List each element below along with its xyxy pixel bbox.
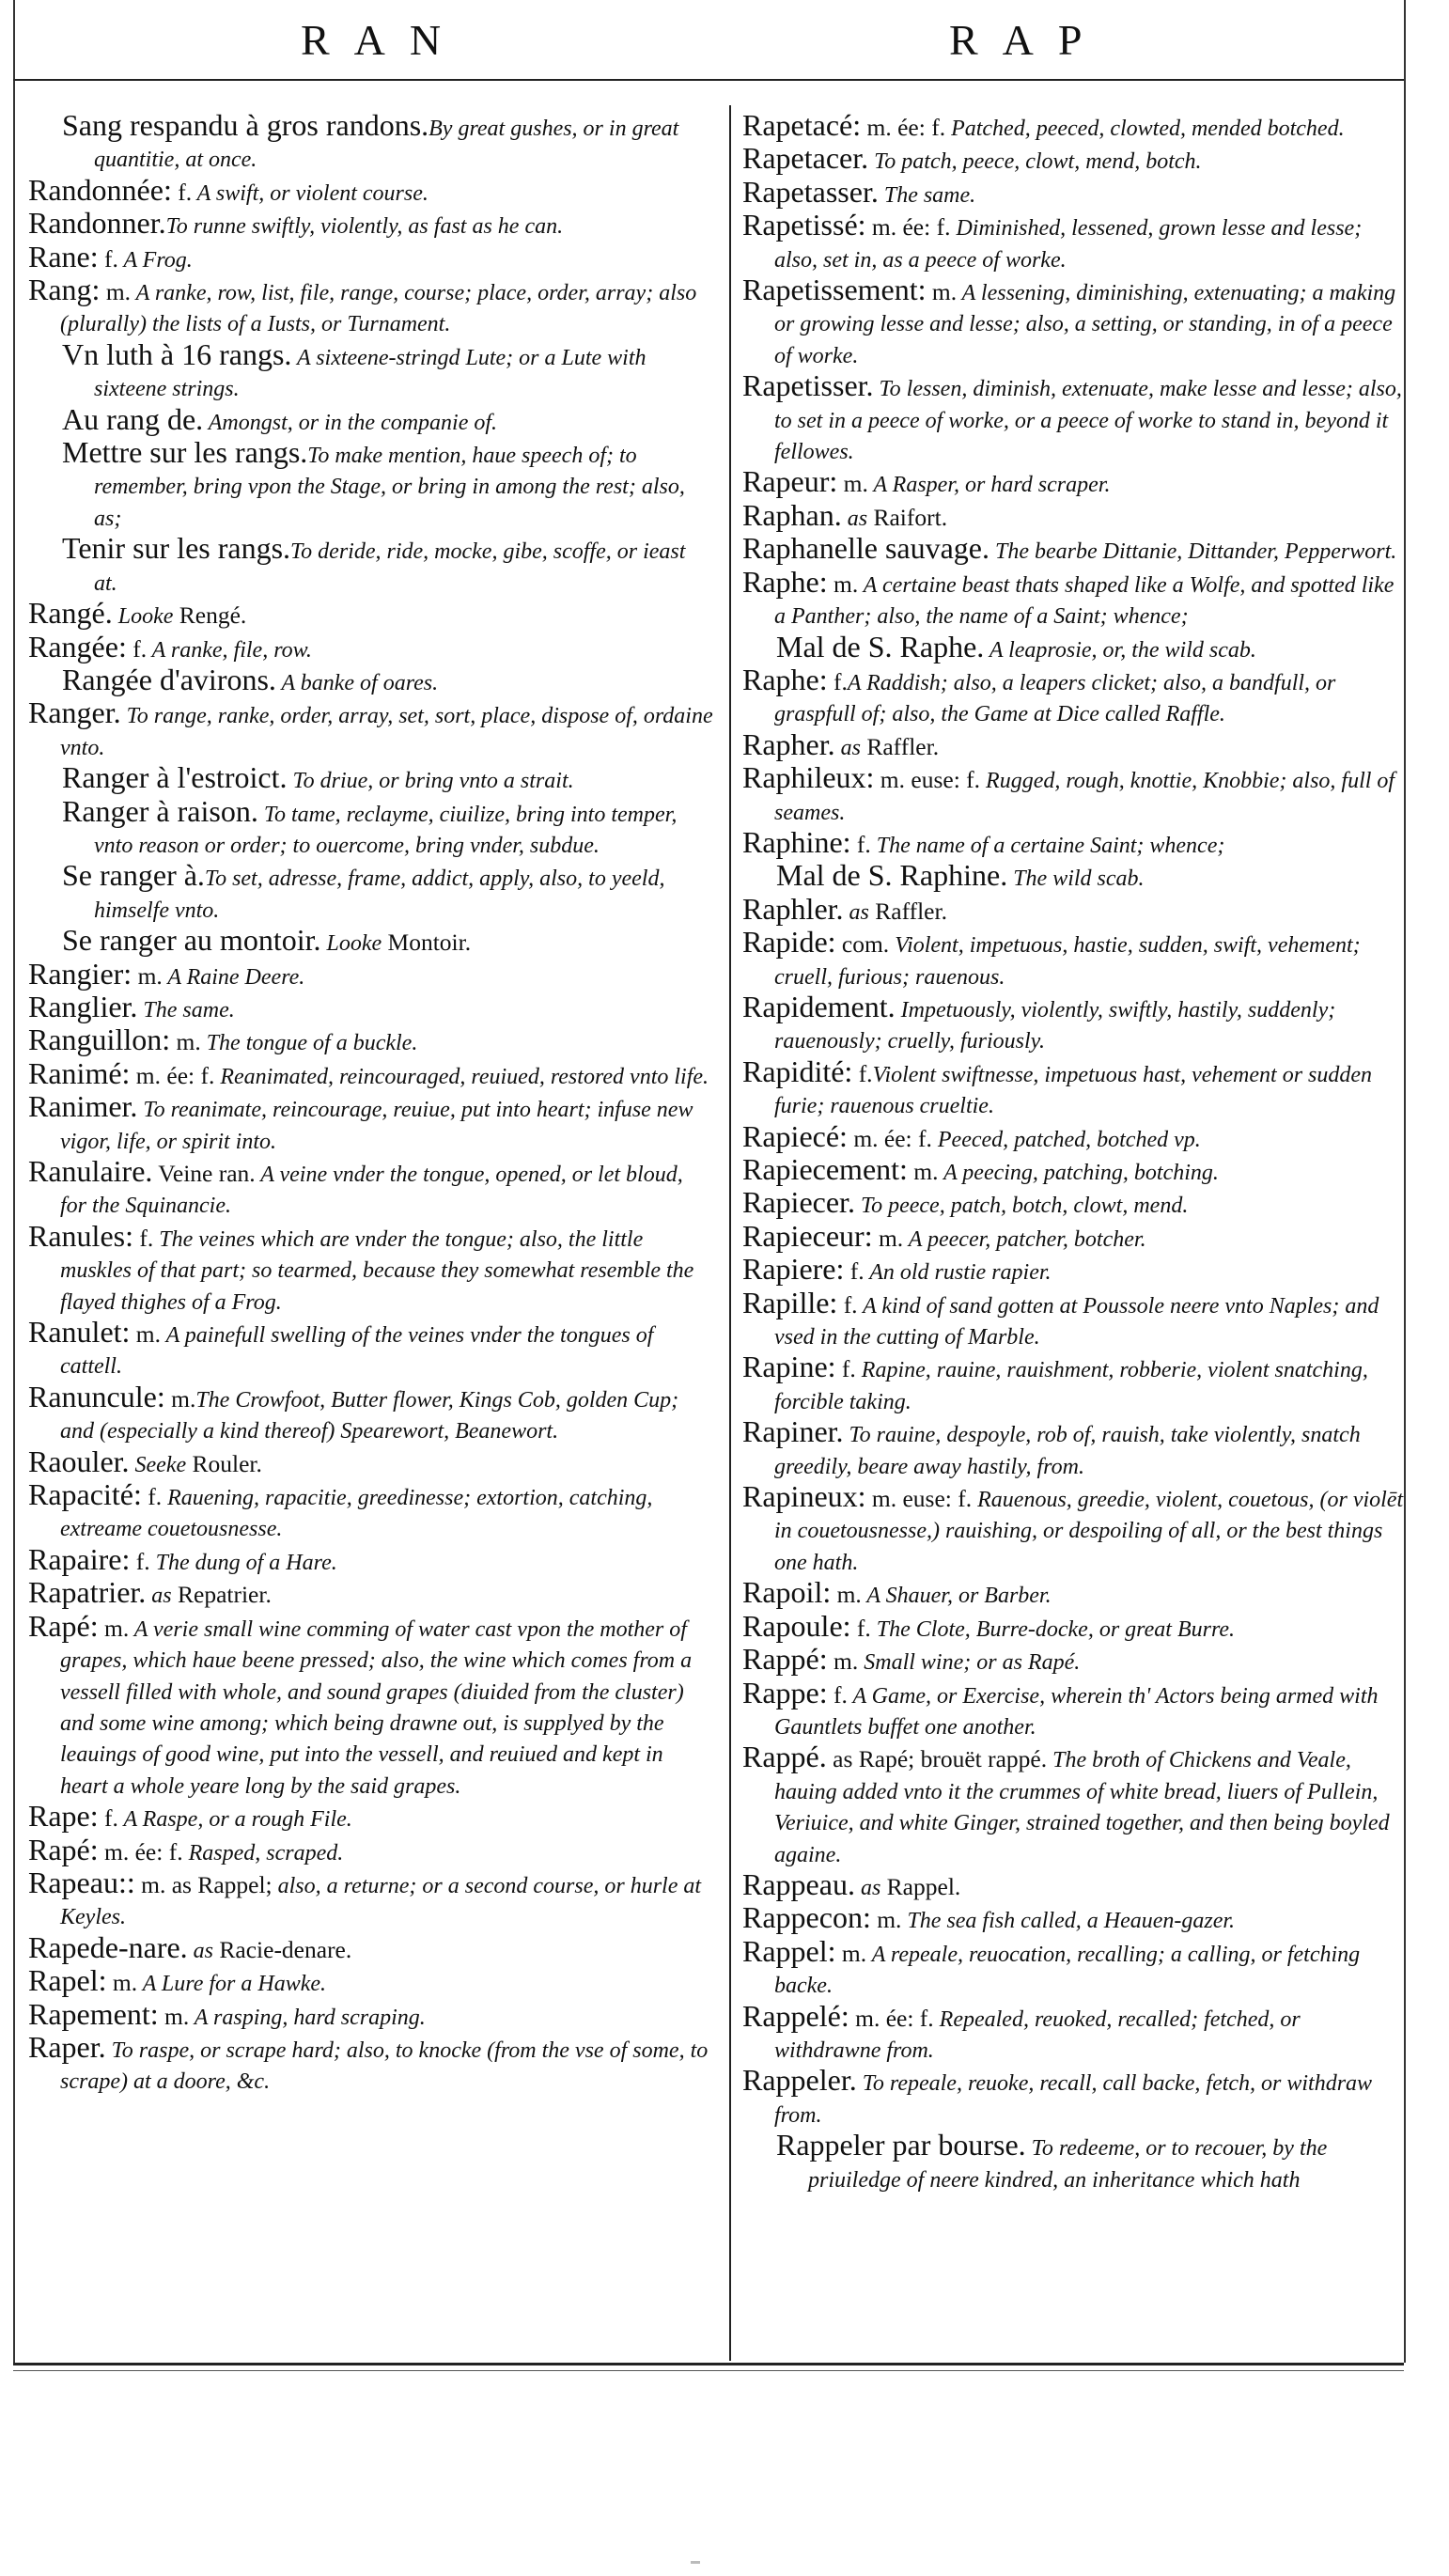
entry-definition: Rauenous, greedie, violent, couetous, (or violēt in couetousnesse,) rauishing, or despoiling of all, or the best things one hath.	[774, 1488, 1404, 1575]
entry-headword: Raphan.	[742, 497, 842, 532]
entry-grammar: f.	[835, 1355, 856, 1383]
entry-headword: Rapé:	[28, 1832, 99, 1866]
entry-definition: To repeale, reuoke, recall, call backe, fetch, or withdraw from.	[774, 2071, 1373, 2128]
dictionary-entry	[28, 1575, 714, 1611]
dictionary-entry	[28, 108, 714, 176]
entry-grammar: m. ée: f.	[130, 1061, 215, 1089]
entry-grammar: Rengé.	[173, 601, 247, 630]
dictionary-entry	[742, 858, 1406, 894]
entry-headword: Randonner.	[28, 206, 166, 241]
entry-grammar: m.	[132, 961, 163, 990]
entry-definition: Violent swiftnesse, impetuous hast, vehement or sudden furie; rauenous crueltie.	[774, 1062, 1373, 1119]
dictionary-entry	[28, 596, 714, 632]
entry-definition: Rasped, scraped.	[182, 1840, 344, 1866]
running-head-right: RAP	[949, 16, 1107, 64]
dictionary-entry	[742, 925, 1406, 992]
entry-definition: The bearbe Dittanie, Dittander, Pepperwort.	[989, 539, 1397, 565]
dictionary-entry	[742, 1218, 1406, 1255]
entry-definition: To tame, reclayme, ciuilize, bring into temper, vnto reason or order; to ouercome, bring vnder, subdue.	[94, 802, 678, 858]
dictionary-entry	[28, 662, 714, 698]
entry-definition: also, a returne; or a second course, or hurle at Keyles.	[60, 1873, 702, 1930]
entry-headword: Sang respandu à gros randons.	[62, 108, 429, 142]
entry-headword: Rapiner.	[742, 1414, 844, 1449]
entry-grammar: m. ée: f.	[847, 1124, 932, 1152]
entry-definition: The name of a certaine Saint; whence;	[870, 833, 1225, 858]
left-column	[28, 108, 714, 2098]
dictionary-entry	[28, 695, 714, 763]
entry-definition: A Raspe, or a rough File.	[117, 1807, 352, 1833]
entry-definition: Violent, impetuous, hastie, sudden, swift, vehement; cruell, furious; rauenous.	[774, 933, 1361, 990]
entry-grammar: f.	[844, 1257, 865, 1286]
right-column	[742, 108, 1406, 2195]
entry-definition: A swift, or violent course.	[192, 180, 428, 206]
entry-headword: Rapetacer.	[742, 141, 869, 176]
entry-headword: Raphe:	[742, 662, 828, 696]
entry-definition: A peecing, patching, botching.	[938, 1161, 1219, 1185]
footer-rule	[13, 2363, 1404, 2365]
entry-headword: Mettre sur les rangs.	[62, 435, 308, 470]
entry-grammar: m.	[926, 278, 958, 306]
entry-definition: By great gushes, or in great quantitie, at once.	[94, 117, 679, 173]
entry-grammar: m.	[170, 1028, 201, 1056]
entry-grammar: m. ée: f.	[865, 213, 951, 242]
entry-definition: To raspe, or scrape hard; also, to knocke (from the vse of some, to scrape) at a doore, &c.	[60, 2037, 709, 2095]
entry-grammar: Repatrier.	[171, 1581, 272, 1609]
entry-headword: Raphe:	[742, 564, 828, 599]
entry-definition: Looke	[112, 604, 174, 630]
entry-definition: To runne swiftly, violently, as fast as he can.	[165, 214, 564, 240]
entry-headword: Rapeur:	[742, 464, 838, 499]
entry-headword: Rapetasser.	[742, 174, 879, 209]
entry-grammar: f.	[837, 1290, 858, 1319]
dictionary-entry	[28, 1608, 714, 1802]
dictionary-entry	[28, 531, 714, 599]
entry-definition: A kind of sand gotten at Poussole neere vnto Naples; and vsed in the cutting of Marble.	[774, 1293, 1379, 1350]
entry-headword: Randonnée:	[28, 172, 172, 207]
entry-definition: A Raddish; also, a leapers clicket; also, a bandfull, or graspfull of; also, the Game at Dice called Raffle.	[774, 670, 1336, 727]
entry-headword: Se ranger à.	[62, 858, 205, 893]
entry-definition: The dung of a Hare.	[149, 1550, 337, 1575]
entry-definition: To driue, or bring vnto a strait.	[287, 769, 574, 794]
dictionary-entry	[28, 2029, 714, 2098]
entry-definition: The sea fish called, a Heauen-gazer.	[901, 1909, 1236, 1934]
entry-grammar: m. ée: f.	[849, 2004, 934, 2032]
entry-headword: Rapetissement:	[742, 273, 927, 307]
entry-grammar: m. ée: f.	[861, 114, 946, 141]
entry-definition: The Crowfoot, Butter flower, Kings Cob, golden Cup; and (especially a kind thereof) Spearewort, Beanewort.	[60, 1387, 679, 1444]
entry-headword: Vn luth à 16 rangs.	[62, 336, 292, 371]
entry-headword: Ranuncule:	[28, 1379, 165, 1413]
entry-grammar: m.	[837, 470, 868, 498]
entry-grammar: Rappel.	[880, 1872, 961, 1900]
entry-definition: Looke	[320, 931, 382, 957]
dictionary-entry	[28, 1865, 714, 1933]
entry-definition: The broth of Chickens and Veale, hauing added vnto it the crummes of white bread, liuers of Pullein, Veriuice, and white Ginger, strained together, and then being boyled againe.	[774, 1748, 1390, 1867]
entry-definition: Seeke	[129, 1452, 187, 1477]
entry-grammar: f.	[171, 178, 193, 206]
entry-definition: A certaine beast thats shaped like a Wolfe, and spotted like a Panther; also, the name of a Saint; whence;	[774, 572, 1394, 630]
entry-grammar: Raffler.	[868, 897, 947, 925]
entry-definition: Rauening, rapacitie, greedinesse; extortion, catching, extreame couetousnesse.	[60, 1486, 653, 1542]
entry-definition: To deride, ride, mocke, gibe, scoffe, or ieast at.	[94, 539, 686, 596]
entry-grammar: m.	[164, 1384, 196, 1413]
entry-grammar: m.	[158, 2002, 190, 2030]
entry-headword: Rapide:	[742, 925, 836, 960]
entry-headword: Rapidement.	[742, 989, 896, 1023]
entry-grammar: f.	[852, 1059, 873, 1087]
entry-definition: To range, ranke, order, array, set, sort, place, dispose of, ordaine vnto.	[60, 704, 713, 760]
entry-grammar: m.	[100, 278, 132, 306]
entry-grammar: Rouler.	[186, 1449, 262, 1477]
entry-definition: A rasping, hard scraping.	[189, 2005, 426, 2030]
running-head-left: RAN	[301, 16, 466, 64]
entry-grammar: m.	[831, 1581, 862, 1609]
entry-headword: Rappé.	[742, 1740, 827, 1774]
entry-definition: The tongue of a buckle.	[200, 1031, 418, 1056]
entry-definition: The veines which are vnder the tongue; also, the little muskles of that part; so tearmed, because they somewhat resemble the flayed thighes of a Frog.	[60, 1226, 694, 1315]
dictionary-entry	[28, 1929, 714, 1966]
entry-definition: Repealed, reuoked, recalled; fetched, or withdrawne from.	[774, 2006, 1301, 2063]
entry-grammar: m.	[870, 1906, 902, 1934]
entry-definition: A Raine Deere.	[162, 964, 305, 990]
dictionary-entry	[28, 401, 714, 438]
dictionary-entry	[742, 629, 1406, 665]
entry-definition: A veine vnder the tongue, opened, or let bloud, for the Squinancie.	[60, 1163, 683, 1219]
entry-grammar: f.	[126, 634, 148, 663]
entry-headword: Rapatrier.	[28, 1575, 147, 1610]
entry-headword: Ranules:	[28, 1218, 133, 1253]
entry-headword: Rape:	[28, 1799, 99, 1834]
dictionary-entry	[28, 1541, 714, 1578]
dictionary-entry	[28, 858, 714, 926]
footer-rule-thin	[13, 2370, 1404, 2371]
entry-definition: A banke of oares.	[275, 670, 439, 695]
entry-grammar: f.	[98, 244, 118, 273]
dictionary-entry	[28, 275, 714, 340]
entry-definition: The wild scab.	[1007, 866, 1145, 892]
dictionary-entry	[742, 564, 1406, 632]
entry-definition: Patched, peeced, clowted, mended botched.	[945, 117, 1345, 141]
dictionary-entry	[742, 1185, 1406, 1221]
entry-headword: Rappeler.	[742, 2063, 857, 2098]
entry-definition: To redeeme, or to recouer, by the priuiledge of neere kindred, an inheritance which hath	[808, 2136, 1328, 2193]
dictionary-entry	[742, 726, 1406, 763]
dictionary-entry	[28, 1444, 714, 1480]
dictionary-entry	[742, 275, 1406, 371]
entry-headword: Rappecon:	[742, 1900, 871, 1935]
dictionary-entry	[742, 497, 1406, 534]
dictionary-entry	[28, 1996, 714, 2033]
header-rule	[13, 79, 1404, 81]
entry-headword: Raphileux:	[742, 760, 875, 795]
entry-headword: Raphler.	[742, 891, 844, 926]
dictionary-entry	[28, 239, 714, 275]
entry-grammar: m. euse: f.	[865, 1485, 973, 1513]
entry-headword: Se ranger au montoir.	[62, 923, 321, 958]
entry-definition: A Rasper, or hard scraper.	[867, 473, 1111, 498]
entry-grammar: m.	[106, 1969, 138, 1997]
entry-grammar: f.	[130, 1547, 150, 1575]
entry-grammar: f.	[141, 1483, 163, 1511]
dictionary-entry	[28, 435, 714, 534]
left-border-rule	[13, 0, 15, 2363]
dictionary-entry	[742, 2128, 1406, 2195]
dictionary-entry	[28, 1477, 714, 1545]
entry-headword: Rapiecer.	[742, 1185, 855, 1220]
dictionary-entry	[742, 108, 1406, 144]
entry-definition: The Clote, Burre-docke, or great Burre.	[870, 1616, 1236, 1642]
entry-grammar: Raffler.	[860, 732, 940, 760]
dictionary-entry	[28, 336, 714, 405]
entry-headword: Rapede-nare.	[28, 1929, 188, 1964]
dictionary-entry	[742, 1675, 1406, 1743]
entry-headword: Rapé:	[28, 1608, 99, 1643]
entry-definition: To rauine, despoyle, rob of, rauish, take violently, snatch greedily, beare away hastily, from.	[774, 1423, 1361, 1479]
dictionary-entry	[742, 760, 1406, 828]
dictionary-entry	[742, 464, 1406, 500]
entry-headword: Ranulet:	[28, 1315, 131, 1350]
dictionary-entry	[742, 1933, 1406, 2002]
entry-definition: To patch, peece, clowt, mend, botch.	[868, 149, 1202, 175]
entry-headword: Rangé.	[28, 596, 113, 631]
entry-headword: Au rang de.	[62, 401, 204, 436]
entry-headword: Raouler.	[28, 1444, 130, 1478]
dictionary-entry	[28, 923, 714, 959]
dictionary-entry	[28, 989, 714, 1025]
entry-headword: Ranger à l'estroict.	[62, 760, 288, 795]
entry-definition: A ranke, file, row.	[147, 637, 312, 663]
entry-headword: Rappelé:	[742, 1998, 849, 2033]
entry-headword: Rapidité:	[742, 1054, 853, 1088]
entry-headword: Rapoil:	[742, 1575, 832, 1610]
entry-headword: Rapetisser.	[742, 368, 874, 403]
dictionary-entry	[28, 1025, 714, 1058]
entry-headword: Rane:	[28, 239, 99, 273]
entry-headword: Raphanelle sauvage.	[742, 531, 989, 566]
entry-definition: A sixteene-stringd Lute; or a Lute with sixteene strings.	[94, 345, 647, 402]
dictionary-entry	[742, 1152, 1406, 1188]
dictionary-entry	[28, 760, 714, 796]
entry-definition: A ranke, row, list, file, range, course; place, order, array; also (plurally) the lists of a Iusts, or Turnament.	[60, 281, 697, 337]
entry-headword: Rapoule:	[742, 1608, 851, 1643]
entry-grammar: Montoir.	[382, 929, 472, 957]
dictionary-entry	[742, 1479, 1406, 1578]
entry-headword: Mal de S. Raphine.	[776, 858, 1008, 893]
dictionary-entry	[28, 1832, 714, 1868]
dictionary-entry	[742, 1900, 1406, 1936]
dictionary-entry	[742, 1054, 1406, 1122]
entry-grammar: com.	[835, 930, 890, 959]
entry-grammar: m.	[827, 1647, 859, 1676]
dictionary-entry	[742, 1742, 1406, 1870]
entry-definition: The same.	[878, 182, 976, 208]
entry-headword: Rangée d'avirons.	[62, 662, 276, 696]
entry-definition: Small wine; or as Rapé.	[858, 1650, 1081, 1676]
dictionary-entry	[28, 956, 714, 992]
entry-grammar: m.	[835, 1939, 867, 1967]
entry-headword: Rapeau::	[28, 1865, 135, 1899]
entry-definition: To make mention, haue speech of; to remember, bring vpon the Stage, or bring in among the rest; also, as;	[94, 444, 685, 531]
column-divider	[729, 105, 731, 2361]
entry-definition: A peecer, patcher, botcher.	[903, 1226, 1146, 1252]
entry-headword: Rapetacé:	[742, 108, 862, 142]
entry-definition: A painefull swelling of the veines vnder the tongues of cattell.	[60, 1323, 654, 1380]
entry-headword: Rapaire:	[28, 1541, 131, 1576]
entry-headword: Rapille:	[742, 1285, 838, 1319]
entry-headword: Rang:	[28, 273, 101, 307]
entry-headword: Rappel:	[742, 1933, 836, 1968]
entry-grammar: m. euse: f.	[874, 766, 981, 794]
entry-definition: Reanimated, reincouraged, reuiued, restored vnto life.	[214, 1064, 709, 1089]
entry-grammar: Veine ran.	[152, 1160, 256, 1187]
dictionary-entry	[28, 1799, 714, 1834]
entry-definition: A verie small wine comming of water cast vpon the mother of grapes, which haue beene pressed; also, the wine which comes from a vessell filled with whole, and sound grapes (diuided from the cluster) and some wine among; which being drawne out, is supplyed by the leauings of good wine, put into the vessell, and reuiued and kept in heart a whole yeare long by the said grapes.	[60, 1616, 693, 1799]
entry-definition: as	[843, 899, 869, 925]
dictionary-entry	[28, 1089, 714, 1157]
entry-headword: Ranguillon:	[28, 1023, 171, 1057]
entry-headword: Rappé:	[742, 1642, 828, 1677]
entry-grammar: m.	[98, 1614, 130, 1642]
entry-definition: Rapine, rauine, rauishment, robberie, violent snatching, forcible taking.	[774, 1358, 1368, 1414]
dictionary-entry	[742, 531, 1406, 567]
dictionary-entry	[742, 1866, 1406, 1903]
entry-grammar: as Rapé; brouët rappé.	[826, 1745, 1048, 1773]
entry-headword: Rappe:	[742, 1675, 828, 1710]
entry-grammar: m.	[907, 1158, 939, 1185]
entry-definition: Diminished, lessened, grown lesse and lesse; also, set in, as a peece of worke.	[774, 216, 1363, 273]
dictionary-entry	[742, 141, 1406, 177]
entry-definition: A Frog.	[117, 247, 193, 273]
entry-headword: Ranger à raison.	[62, 793, 258, 828]
entry-definition: A Lure for a Hawke.	[137, 1972, 327, 1997]
dictionary-entry	[742, 1608, 1406, 1645]
dictionary-entry	[742, 1998, 1406, 2067]
entry-grammar: f.	[850, 1614, 871, 1642]
entry-headword: Rapher.	[742, 726, 835, 761]
entry-grammar: Raifort.	[867, 503, 948, 531]
entry-definition: as	[187, 1938, 214, 1963]
dictionary-entry	[28, 206, 714, 242]
entry-grammar: m. ée: f.	[98, 1837, 183, 1866]
dictionary-entry	[742, 824, 1406, 861]
entry-grammar: m.	[130, 1320, 162, 1349]
dictionary-entry	[28, 793, 714, 862]
dictionary-entry	[742, 2063, 1406, 2131]
entry-headword: Ranger.	[28, 695, 121, 730]
entry-grammar: Racie-denare.	[213, 1935, 352, 1963]
entry-grammar: m.	[827, 570, 859, 598]
dictionary-entry	[28, 1218, 714, 1318]
entry-headword: Mal de S. Raphe.	[776, 629, 985, 664]
dictionary-entry	[742, 1118, 1406, 1155]
entry-definition: A repeale, reuocation, recalling; a calling, or fetching backe.	[774, 1942, 1361, 1999]
dictionary-entry	[742, 1252, 1406, 1288]
dictionary-entry	[742, 1352, 1406, 1417]
entry-headword: Rappeler par bourse.	[776, 2128, 1026, 2162]
dictionary-entry	[742, 1575, 1406, 1611]
entry-headword: Rapieceur:	[742, 1218, 873, 1253]
entry-definition: The same.	[137, 997, 235, 1023]
entry-headword: Ranimé:	[28, 1055, 131, 1090]
entry-headword: Rapiecement:	[742, 1152, 908, 1186]
dictionary-entry	[28, 629, 714, 665]
dictionary-entry	[742, 891, 1406, 928]
entry-definition: A leaprosie, or, the wild scab.	[984, 637, 1256, 663]
entry-definition: A Shauer, or Barber.	[861, 1584, 1052, 1609]
entry-definition: Impetuously, violently, swiftly, hastily, suddenly; rauenously; cruelly, furiously.	[774, 997, 1336, 1054]
entry-definition: To lessen, diminish, extenuate, make lesse and lesse; also, to set in a peece of worke, or a peece of worke to stand in, beyond it fellowes.	[774, 377, 1402, 465]
dictionary-entry	[742, 1285, 1406, 1353]
entry-headword: Raper.	[28, 2029, 106, 2064]
entry-definition: To set, adresse, frame, addict, apply, also, to yeeld, himselfe vnto.	[94, 866, 665, 923]
entry-definition: as	[841, 506, 868, 531]
entry-headword: Rapement:	[28, 1996, 159, 2031]
entry-headword: Rapine:	[742, 1350, 836, 1384]
entry-grammar: f.	[132, 1224, 154, 1252]
entry-definition: An old rustie rapier.	[864, 1260, 1052, 1286]
dictionary-entry	[28, 1963, 714, 1999]
entry-headword: Ranglier.	[28, 989, 138, 1023]
entry-headword: Tenir sur les rangs.	[62, 531, 291, 566]
entry-definition: as	[854, 1875, 881, 1900]
page-speck	[691, 2561, 700, 2564]
entry-definition: as	[834, 735, 861, 760]
entry-headword: Rapetissé:	[742, 208, 866, 242]
dictionary-entry	[742, 1642, 1406, 1678]
dictionary-entry	[28, 1379, 714, 1447]
entry-grammar: f.	[850, 830, 871, 858]
dictionary-entry	[28, 1315, 714, 1382]
dictionary-entry	[28, 1154, 714, 1222]
entry-definition: To peece, patch, botch, clowt, mend.	[854, 1194, 1189, 1219]
dictionary-entry	[742, 174, 1406, 211]
entry-headword: Rangée:	[28, 629, 127, 664]
entry-grammar: m. as Rappel;	[134, 1870, 273, 1898]
entry-grammar: f.	[827, 1680, 848, 1709]
dictionary-entry	[742, 1414, 1406, 1482]
entry-definition: To reanimate, reincourage, reuiue, put into heart; infuse new vigor, life, or spirit into.	[60, 1098, 693, 1154]
entry-grammar: f.	[98, 1804, 118, 1833]
dictionary-entry	[742, 662, 1406, 730]
entry-headword: Rapacité:	[28, 1477, 142, 1512]
entry-headword: Rangier:	[28, 956, 132, 991]
entry-headword: Ranulaire.	[28, 1154, 153, 1188]
dictionary-entry	[28, 172, 714, 209]
entry-definition: A lessening, diminishing, extenuating; a making or growing lesse and lesse; also, a setting, or standing, in of a peece of worke.	[774, 281, 1396, 368]
dictionary-entry	[742, 368, 1406, 467]
dictionary-entry	[742, 989, 1406, 1057]
entry-definition: as	[146, 1584, 172, 1609]
entry-grammar: f.	[827, 667, 848, 695]
entry-headword: Raphine:	[742, 824, 851, 859]
entry-definition: Peeced, patched, botched vp.	[931, 1127, 1201, 1152]
entry-headword: Rapineux:	[742, 1479, 866, 1514]
entry-grammar: m.	[872, 1224, 904, 1252]
entry-headword: Rapiere:	[742, 1252, 845, 1287]
entry-definition: Rugged, rough, knottie, Knobbie; also, full of seames.	[774, 769, 1395, 825]
entry-headword: Rapiecé:	[742, 1118, 848, 1153]
dictionary-entry	[28, 1055, 714, 1092]
dictionary-entry	[742, 208, 1406, 275]
entry-headword: Rappeau.	[742, 1866, 855, 1901]
entry-headword: Ranimer.	[28, 1089, 138, 1124]
entry-definition: A Game, or Exercise, wherein th' Actors being armed with Gauntlets buffet one another.	[774, 1683, 1379, 1740]
entry-definition: Amongst, or in the companie of.	[203, 410, 498, 435]
entry-headword: Rapel:	[28, 1963, 107, 1998]
